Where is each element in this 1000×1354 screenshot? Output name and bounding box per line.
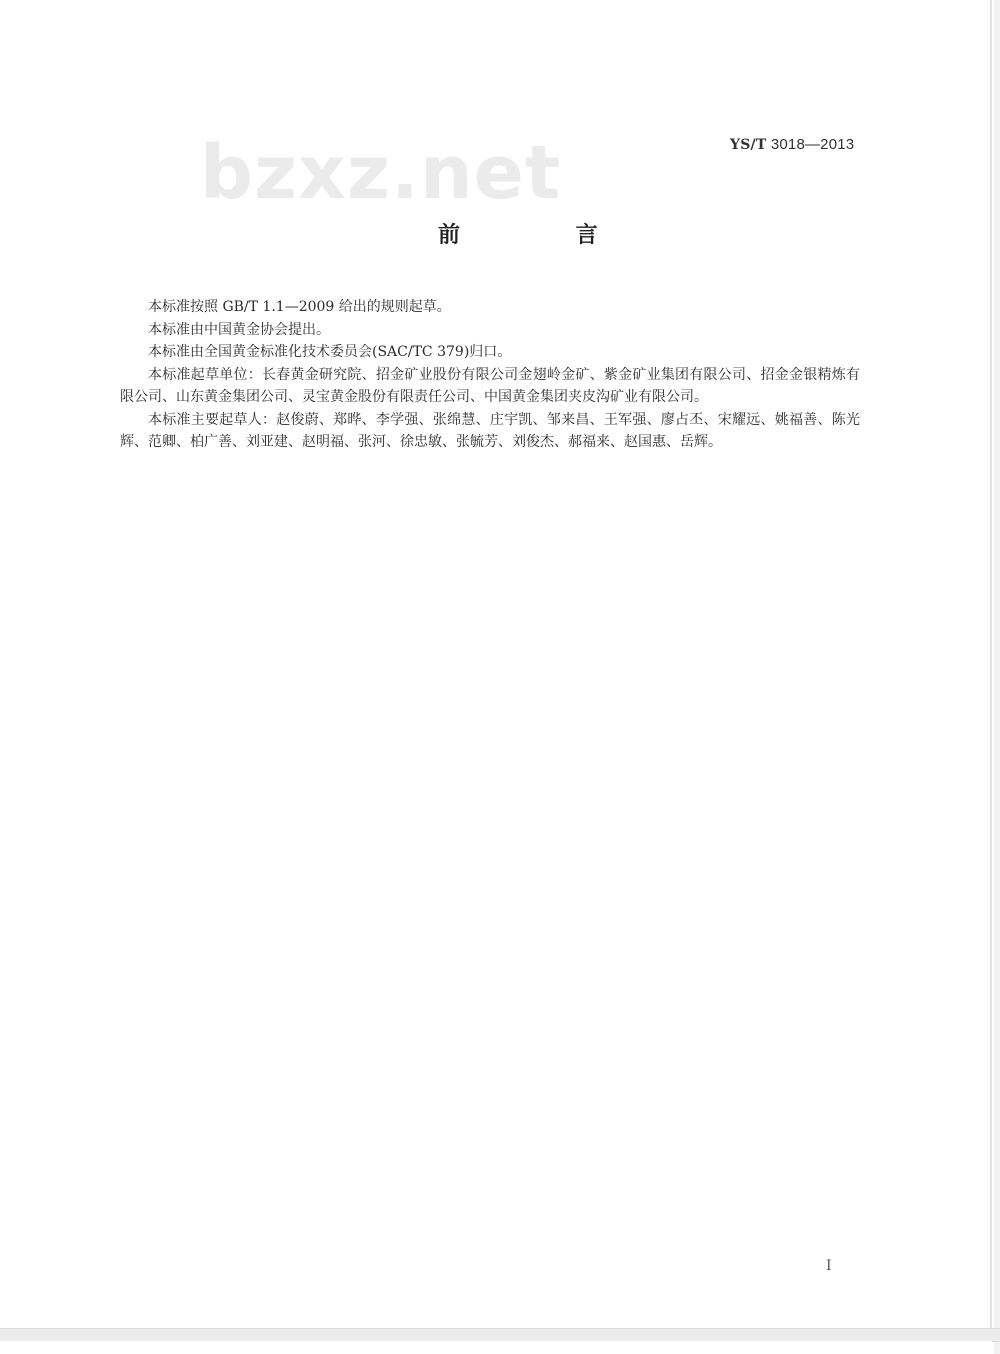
paragraph-centralized-unit: 本标准由全国黄金标准化技术委员会(SAC/TC 379)归口。: [148, 344, 512, 360]
page-title: 前 言: [438, 223, 652, 248]
paragraph-drafting-units: 本标准起草单位：长春黄金研究院、招金矿业股份有限公司金翅岭金矿、紫金矿业集团有限公司、招金金银精炼有限公司、山东黄金集团公司、灵宝黄金股份有限责任公司、中国黄金集团夹皮沟矿业有限公司。: [120, 366, 860, 405]
foreword-body: [120, 296, 860, 454]
paragraph-proposer: 本标准由中国黄金协会提出。: [148, 321, 330, 338]
next-page-edge: [0, 1341, 992, 1354]
page-number: I: [826, 1258, 832, 1274]
watermark: bzxz.net: [200, 130, 562, 216]
paragraph-drafting-rules: 本标准按照 GB/T 1.1—2009 给出的规则起草。: [148, 299, 451, 315]
standard-code: [730, 136, 854, 153]
page-separator: [0, 1328, 1000, 1342]
paragraph-drafters: 本标准主要起草人：赵俊蔚、郑晔、李学强、张绵慧、庄宇凯、邹来昌、王军强、廖占丕、宋耀远、姚福善、陈光辉、范卿、柏广善、刘亚建、赵明福、张河、徐忠敏、张毓芳、刘俊杰、郝福来、赵国惠、岳辉。: [120, 411, 860, 450]
standard-code-prefix: YS/T: [730, 137, 767, 153]
viewer-right-gutter: [994, 0, 1000, 1354]
standard-code-number: 3018—2013: [770, 136, 855, 153]
